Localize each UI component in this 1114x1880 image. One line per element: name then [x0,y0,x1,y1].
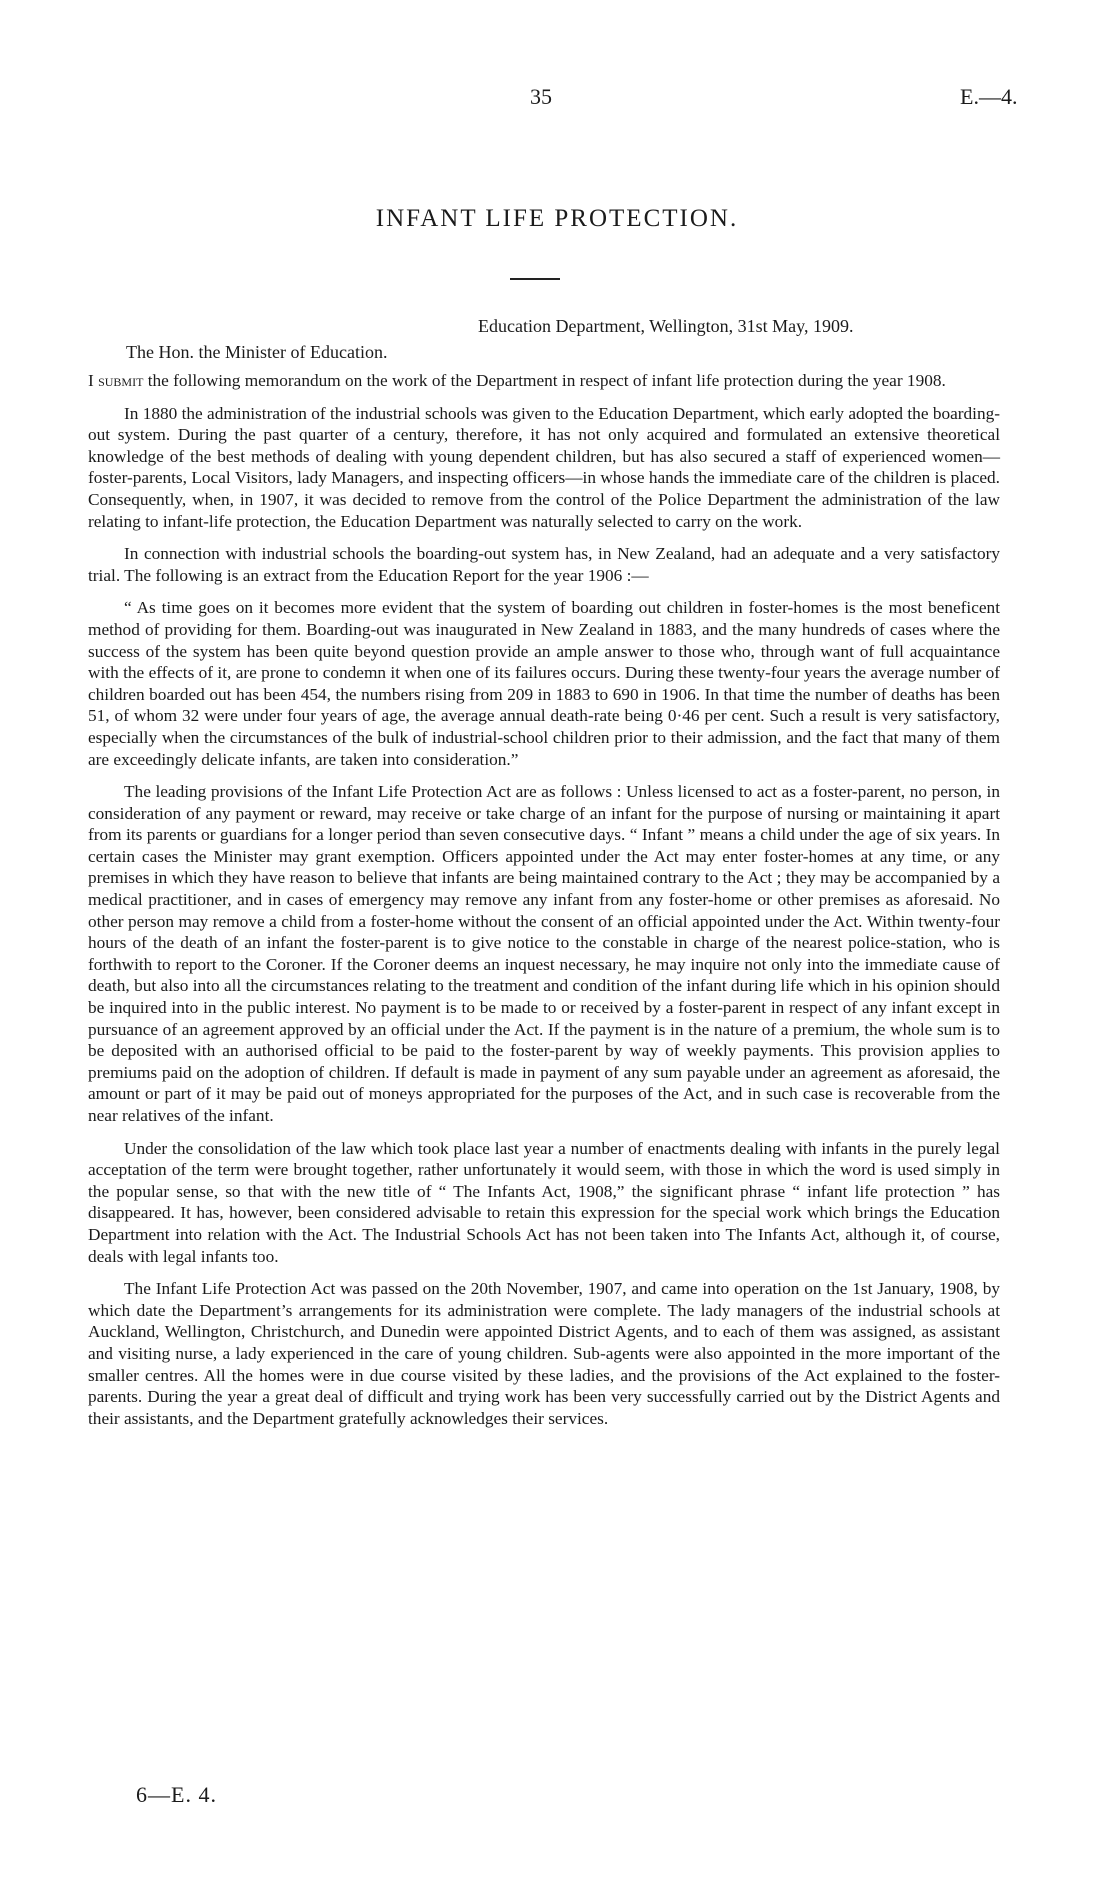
dateline: Education Department, Wellington, 31st May, 1909. [478,316,854,336]
document-reference: E.—4. [960,84,1018,109]
paragraph-consolidation: Under the consolidation of the law which took place last year a number of enactments dealing with infants in the purely legal acceptation of the term were brought together, rather unfortunately it would seem, with those in which the word is used simply in the popular sense, so that with the new title of “ The Infants Act, 1908,” the significant phrase “ infant life protection ” has disappeared. It has, however, been considered advisable to retain this expression for the special work which brings the Education Department into relation with the Act. The Industrial Schools Act has not been taken into The Infants Act, although it, of course, deals with legal infants too. [88,1138,1000,1266]
signature-mark: 6—E. 4. [136,1782,217,1807]
paragraph-boarding-out: In connection with industrial schools the boarding-out system has, in New Zealand, had an adequate and a very satisfactory trial. The following is an extract from the Education Report for the year 1906 :— [88,544,1000,585]
paragraph-history: In 1880 the administration of the industrial schools was given to the Education Department, which early adopted the boarding-out system. During the past quarter of a century, therefore, it has not only acquired and formulated an extensive theoretical knowledge of the best methods of dealing with young dependent children, but has also secured a staff of experienced women—foster-parents, Local Visitors, lady Managers, and inspecting officers—in whose hands the immediate care of the children is placed. Consequently, when, in 1907, it was decided to remove from the control of the Police Department the administration of the law relating to infant-life protection, the Education Department was naturally selected to carry on the work. [88,403,1000,531]
paragraph-quotation: “ As time goes on it becomes more evident that the system of boarding out children in foster-homes is the most beneficent method of providing for them. Boarding-out was inaugurated in New Zealand in 1883, and the many hundreds of cases where the success of the system has been quite beyond question provide an ample answer to those who, through want of full acquaintance with the effects of it, are prone to condemn it when one of its failures occurs. During these twenty-four years the average number of children boarded out has been 454, the numbers rising from 209 in 1883 to 690 in 1906. In that time the number of deaths has been 51, of whom 32 were under four years of age, the average annual death-rate being 0·46 per cent. Such a result is very satisfactory, especially when the circumstances of the bulk of industrial-school children prior to their admission, and the fact that many of them are exceedingly delicate infants, are taken into consideration.” [88,598,1000,769]
page-number: 35 [530,84,552,109]
paragraph-intro [88,370,1000,392]
title-rule [510,278,560,280]
page-title: INFANT LIFE PROTECTION. [375,205,739,232]
body-text [88,370,1000,1440]
paragraph-act-passed: The Infant Life Protection Act was passed on the 20th November, 1907, and came into operation on the 1st January, 1908, by which date the Department’s arrangements for its administration were complete. The lady managers of the industrial schools at Auckland, Wellington, Christchurch, and Dunedin were appointed District Agents, and to each of them was assigned, as assistant and visiting nurse, a lady experienced in the care of young children. Sub-agents were also appointed in the more important of the smaller centres. All the homes were in due course visited by these ladies, and the provisions of the Act explained to the foster-parents. During the year a great deal of difficult and trying work has been very successfully carried out by the District Agents and their assistants, and the Department gratefully acknowledges their services. [88,1279,1000,1428]
salutation: The Hon. the Minister of Education. [126,342,388,362]
paragraph-act-provisions: The leading provisions of the Infant Life Protection Act are as follows : Unless licensed to act as a foster-parent, no person, in consideration of any payment or reward, may receive or take charge of an infant for the purpose of nursing or maintaining it apart from its parents or guardians for a longer period than seven consecutive days. “ Infant ” means a child under the age of six years. In certain cases the Minister may grant exemption. Officers appointed under the Act may enter foster-homes at any time, or any premises in which they have reason to believe that infants are being maintained contrary to the Act ; they may be accompanied by a medical practitioner, and in cases of emergency may remove any infant from any foster-home or other premises as aforesaid. No other person may remove a child from a foster-home without the consent of an official appointed under the Act. Within twenty-four hours of the death of an infant the foster-parent is to give notice to the constable in charge of the nearest police-station, who is forthwith to report to the Coroner. If the Coroner deems an inquest necessary, he may inquire not only into the immediate cause of death, but also into all the circumstances relating to the treatment and condition of the infant during life which in his opinion should be inquired into in the public interest. No payment is to be made to or received by a foster-parent in respect of any infant except in pursuance of an agreement approved by an official under the Act. If the payment is in the nature of a premium, the whole sum is to be deposited with an authorised official to be paid to the foster-parent by way of weekly payments. This provision applies to premiums paid on the adoption of children. If default is made in payment of any sum payable under an agreement as aforesaid, the amount or part of it may be paid out of moneys appropriated for the purposes of the Act, and in such case is recoverable from the near relatives of the infant. [88,782,1000,1125]
intro-text: the following memorandum on the work of the Department in respect of infant life protection during the year 1908. [143,371,946,390]
lead-in: I submit [88,371,144,390]
